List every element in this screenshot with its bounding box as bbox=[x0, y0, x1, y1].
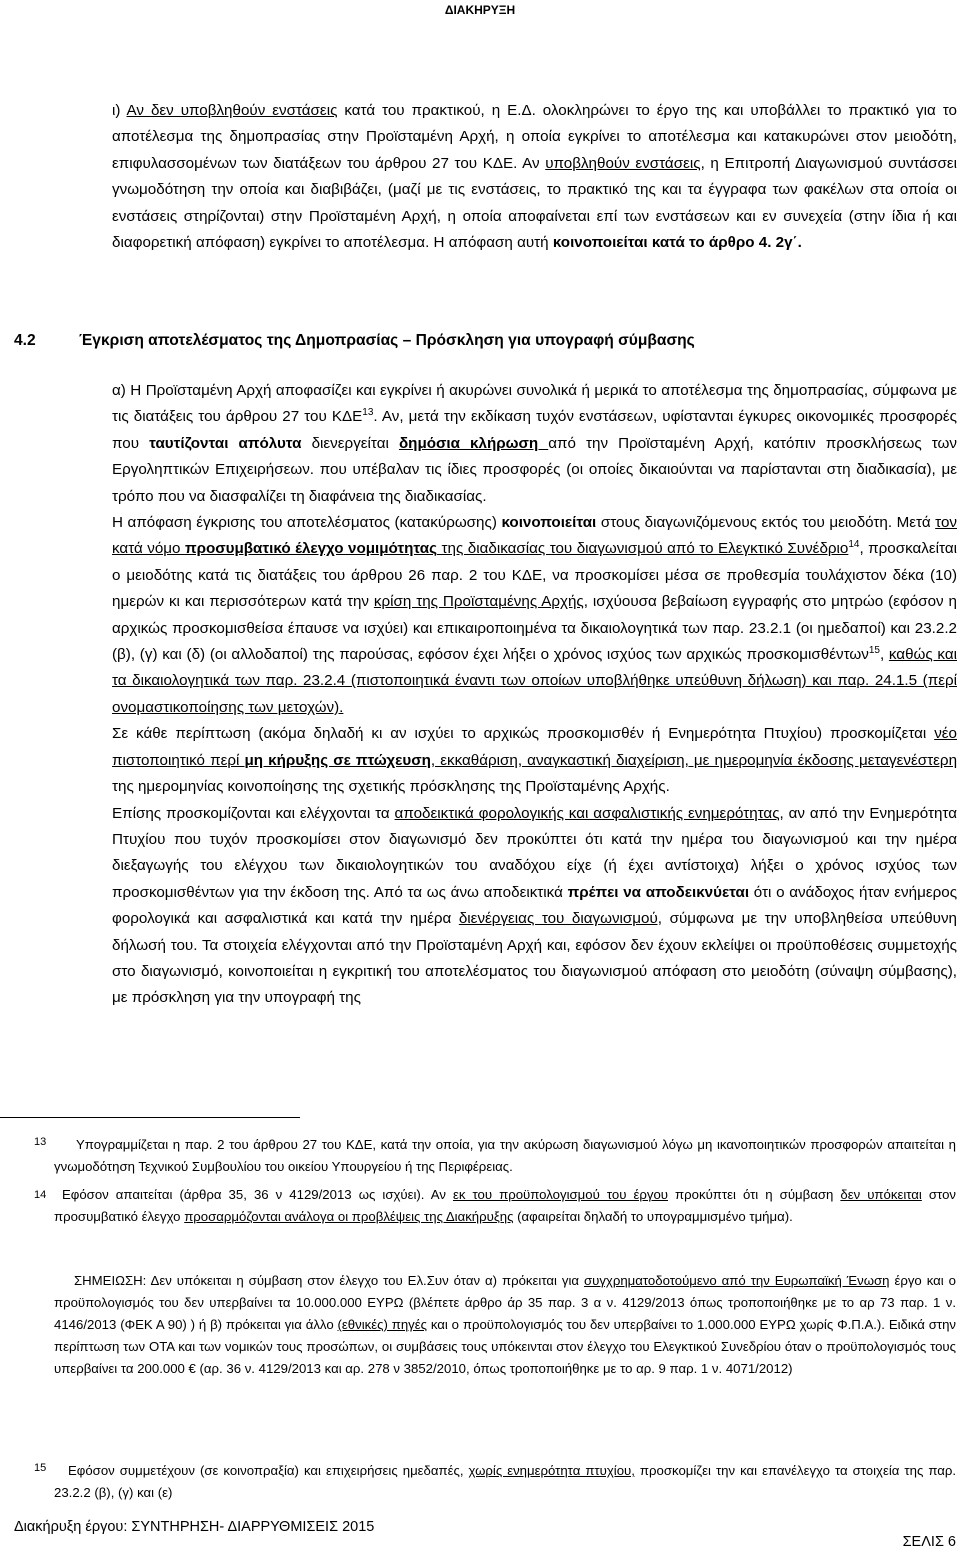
footnote-note: ΣΗΜΕΙΩΣΗ: Δεν υπόκειται η σύμβαση στον έλεγχο του Ελ.Συν όταν α) πρόκειται για συγχρηματοδοτούμενο από την Ευρωπαϊκή Ένωση έργο και ο προϋπολογισμός του δεν υπερβαίνει τα 10.000.000 ΕΥΡΩ (βλέπετε άρθρο άρ 35 παρ. 3 α ν. 4129/2013 όπως τροποποιήθηκε με το αρ 73 παρ. 1 ν. 4146/2013 (ΦΕΚ Α 90) ) ή β) πρόκειται για άλλο (εθνικές) πηγές και ο προϋπολογισμός του δεν υπερβαίνει το 1.000.000 ΕΥΡΩ χωρίς Φ.Π.Α.). Ειδικά στην περίπτωση των ΟΤΑ και των νομικών τους προσώπων, οι συμβάσεις τους υπόκεινται στον έλεγχο του Ελεγκτικού Συνεδρίου όταν ο προϋπολογισμός τους υπερβαίνει τα 200.000 € (αρ. 36 ν. 4129/2013 και αρ. 278 ν 3852/2010, όπως τροποποιήθηκε με το αρ. 9 παρ. 1 ν. 4071/2012) bbox=[54, 1273, 957, 1376]
paragraph-a: α) Η Προϊσταμένη Αρχή αποφασίζει και εγκρίνει ή ακυρώνει συνολικά ή μερικά το αποτέλεσμα της δημοπρασίας, σύμφωνα με τις διατάξεις του άρθρου 27 του ΚΔΕ$^{13}$. Αν, μετά την εκδίκαση τυχόν ενστάσεων, υφίστανται έγκυρες οικονομικές προσφορές που ταυτίζονται απόλυτα διενεργείται δημόσια κλήρωση από την Προϊσταμένη Αρχή, κατόπιν προσκλήσεως των Εργοληπτικών Επιχειρήσεων. που υπέβαλαν τις ίδιες προσφορές (οι οποίες δικαιούνται να παρίστανται στη διαδικασία), με τρόπο που να διασφαλίζει τη διαφάνεια της διαδικασίας. Η απόφαση έγκρισης του αποτελέσματος (κατακύρωσης) κοινοποιείται στους διαγωνιζόμενους εκτός του μειοδότη. Μετά τον κατά νόμο προσυμβατικό έλεγχο νομιμότητας της διαδικασίας του διαγωνισμού από το Ελεγκτικό Συνέδριο$^{14}$, προσκαλείται ο μειοδότης κατά τις διατάξεις του άρθρου 26 παρ. 2 του ΚΔΕ, να προσκομίσει μέσα σε προθεσμία τουλάχιστον δέκα (10) ημερών κι και περισσότερων κατά την κρίση της Προϊσταμένης Αρχής, ισχύουσα βεβαίωση εγγραφής στο μητρώο (εφόσον η αρχικώς προσκομισθείσα έπαυσε να ισχύει) και επικαιροποιημένα τα δικαιολογητικά των παρ. 23.2.1 (οι ημεδαποί) και 23.2.2 (β), (γ) και (δ) (οι αλλοδαποί) της παρούσας, εφόσον έχει λήξει ο χρόνος ισχύος των αρχικώς προσκομισθέντων$^{15}$, καθώς και τα δικαιολογητικά των παρ. 23.2.4 (πιστοποιητικά έναντι των οποίων υποβλήθηκε υπεύθυνη δήλωση) και παρ. 24.1.5 (περί ονομαστικοποίησης των μετοχών). Σε κάθε περίπτωση (ακόμα δηλαδή κι αν ισχύει το αρχικώς προσκομισθέν ή Ενημερότητα Πτυχίου) προσκομίζεται νέο πιστοποιητικό περί μη κήρυξης σε πτώχευση, εκκαθάριση, αναγκαστική διαχείριση, με ημερομηνία έκδοσης μεταγενέστερη της ημερομηνίας κοινοποίησης της σχετικής πρόσκλησης της Προϊσταμένης Αρχής. Επίσης προσκομίζονται και ελέγχονται τα αποδεικτικά φορολογικής και ασφαλιστικής ενημερότητας, αν από την Ενημερότητα Πτυχίου που τυχόν προσκομίσει στον διαγωνισμό δεν προκύπτει ότι κατά την ημέρα του διαγωνισμού και την ημέρα διεξαγωγής του ελέγχου των δικαιολογητικών του αναδόχου είχε (ή έχει αντίστοιχα) λήξει ο χρόνος ισχύος των προσκομισθέντων για την έκδοση της. Από τα ως άνω αποδεικτικά πρέπει να αποδεικνύεται ότι ο ανάδοχος ήταν ενήμερος φορολογικά και ασφαλιστικά και κατά την ημέρα διενέργειας του διαγωνισμού, σύμφωνα με την υποβληθείσα υπεύθυνη δήλωσή του. Τα στοιχεία ελέγχονται από την Προϊσταμένη Αρχή και, εφόσον δεν έχουν εκλείψει οι προϋποθέσεις συμμετοχής στο διαγωνισμό, κοινοποιείται η εγκριτική του αποτελέσματος του διαγωνισμού απόφαση στο μειοδότη (σύναψη σύμβασης), με πρόσκληση για την υπογραφή της bbox=[112, 382, 958, 1007]
footnote-15: Εφόσον συμμετέχουν (σε κοινοπραξία) και επιχειρήσεις ημεδαπές, χωρίς ενημερότητα πτυχίου, προσκομίζει την και επανέλεγχο τα στοιχεία της παρ. 23.2.2 (β), (γ) και (ε) bbox=[54, 1463, 957, 1500]
footnote-ref-13[interactable]: 13 bbox=[362, 407, 374, 419]
section-title: Έγκριση αποτελέσματος της Δημοπρασίας – Πρόσκληση για υπογραφή σύμβασης bbox=[79, 332, 695, 349]
page-header-title: ΔΙΑΚΗΡΥΞΗ bbox=[444, 3, 516, 17]
footnote-14: Εφόσον απαιτείται (άρθρα 35, 36 ν 4129/2013 ως ισχύει). Αν εκ του προϋπολογισμού του έργου προκύπτει ότι η σύμβαση δεν υπόκειται στον προσυμβατικό έλεγχο προσαρμόζονται ανάλογα οι προβλέψεις της Διακήρυξης (αφαιρείται δηλαδή το υπογραμμισμένο τμήμα). bbox=[54, 1187, 956, 1224]
footnote-number-15: 15 bbox=[34, 1462, 47, 1474]
footnote-number-14: 14 bbox=[34, 1189, 47, 1201]
footer-page-number: ΣΕΛΙΣ 6 bbox=[902, 1534, 956, 1550]
footnote-ref-15[interactable]: 15 bbox=[868, 645, 880, 656]
paragraph-i: ι) Αν δεν υποβληθούν ενστάσεις κατά του πρακτικού, η Ε.Δ. ολοκληρώνει το έργο της και υποβάλλει το πρακτικό για το αποτέλεσμα της δημοπρασίας στην Προϊσταμένη Αρχή, η οποία εγκρίνει το αποτέλεσμα και κατακυρώνει στον μειοδότη, επιφυλασσομένων των διατάξεων του άρθρου 27 του ΚΔΕ. Αν υποβληθούν ενστάσεις, η Επιτροπή Διαγωνισμού συντάσσει γνωμοδότηση την οποία και διαβιβάζει, (μαζί με τις ενστάσεις, το πρακτικό της και τα έγγραφα των φακέλων στα οποία οι ενστάσεις στηρίζονται) στην Προϊσταμένη Αρχή, η οποία αποφαίνεται επί των ενστάσεων και εν συνεχεία (στην ίδια ή και διαφορετική απόφαση) εγκρίνει το αποτέλεσμα. Η απόφαση αυτή κοινοποιείται κατά το άρθρο 4. 2γ΄. bbox=[112, 102, 957, 252]
section-number: 4.2 bbox=[14, 332, 36, 349]
footer-project-title: Διακήρυξη έργου: ΣΥΝΤΗΡΗΣΗ- ΔΙΑΡΡΥΘΜΙΣΕΙΣ 2015 bbox=[14, 1519, 375, 1535]
footnote-ref-14[interactable]: 14 bbox=[848, 539, 860, 551]
footnote-separator bbox=[0, 1117, 300, 1118]
footnote-number-13: 13 bbox=[34, 1136, 47, 1148]
footnote-13: Υπογραμμίζεται η παρ. 2 του άρθρου 27 του ΚΔΕ, κατά την οποία, για την ακύρωση διαγωνισμού λόγω μη ικανοποιητικών προσφορών απαιτείται η γνωμοδότηση Τεχνικού Συμβουλίου του οικείου Υπουργείου ή της Περιφέρειας. bbox=[54, 1137, 956, 1174]
